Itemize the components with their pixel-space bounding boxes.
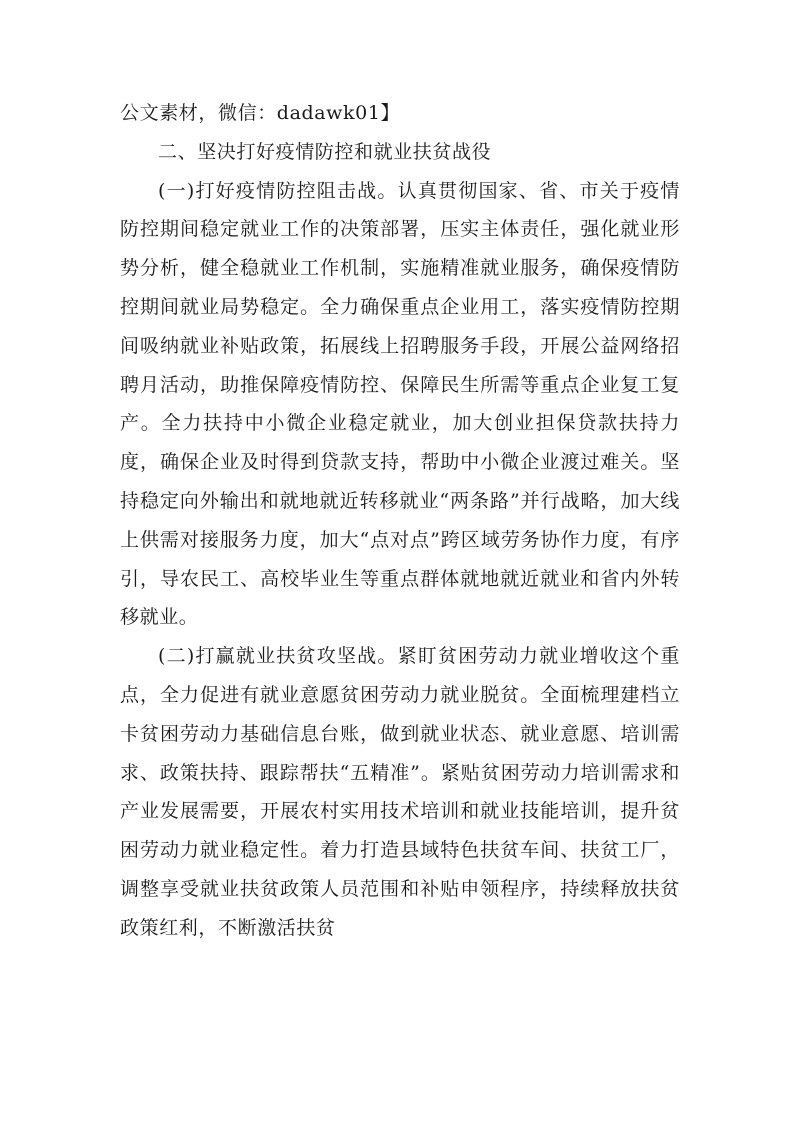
paragraph-poverty-alleviation: (二)打赢就业扶贫攻坚战。紧盯贫困劳动力就业增收这个重点，全力促进有就业意愿贫困劳动力就业脱贫。全面梳理建档立卡贫困劳动力基础信息台账，做到就业状态、就业意愿、培训需求、政策扶持、跟踪帮扶“五精准”。紧贴贫困劳动力培训需求和产业发展需要，开展农村实用技术培训和就业技能培训，提升贫困劳动力就业稳定性。着力打造县域特色扶贫车间、扶贫工厂，调整享受就业扶贫政策人员范围和补贴申领程序，持续释放扶贫政策红利，不断激活扶贫 xyxy=(120,645,680,939)
paragraph-epidemic-prevention: (一)打好疫情防控阻击战。认真贯彻国家、省、市关于疫情防控期间稳定就业工作的决策部署，压实主体责任，强化就业形势分析，健全稳就业工作机制，实施精准就业服务，确保疫情防控期间就业局势稳定。全力确保重点企业用工，落实疫情防控期间吸纳就业补贴政策，拓展线上招聘服务手段，开展公益网络招聘月活动，助推保障疫情防控、保障民生所需等重点企业复工复产。全力扶持中小微企业稳定就业，加大创业担保贷款扶持力度，确保企业及时得到贷款支持，帮助中小微企业渡过难关。坚持稳定向外输出和就地就近转移就业“两条路”并行战略，加大线上供需对接服务力度，加大“点对点”跨区域劳务协作力度，有序引，导农民工、高校毕业生等重点群体就地就近就业和省内外转移就业。 xyxy=(120,179,680,629)
lead-line: 公文素材，微信：dadawk01】 xyxy=(120,102,401,124)
section-heading: 二、坚决打好疫情防控和就业扶贫战役 xyxy=(158,140,492,163)
document-body xyxy=(120,94,680,948)
